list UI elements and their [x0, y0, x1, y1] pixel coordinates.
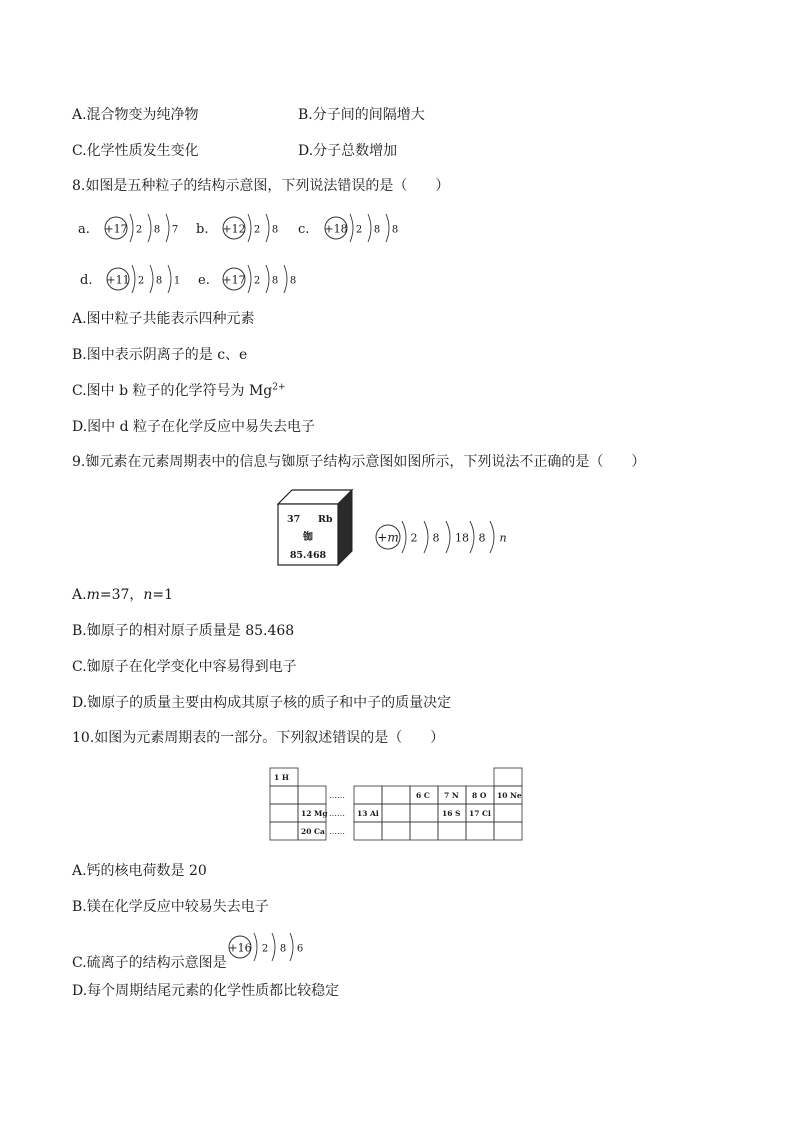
particle-a-label: a.	[78, 222, 90, 237]
rubidium-nucleus: +m	[377, 530, 399, 545]
q10-option-a: A.钙的核电荷数是 20	[72, 863, 207, 879]
cell-r4c7	[466, 822, 494, 840]
rubidium-shell-4: 8	[478, 531, 486, 545]
particle-d-shell-3: 1	[173, 275, 181, 287]
q10-stem: 10.如图为元素周期表的一部分。下列叙述错误的是（ ）	[72, 730, 445, 746]
particle-e-shell-1: 2	[253, 275, 261, 287]
sulfur-ion-nucleus: +16	[228, 941, 252, 955]
particle-a-shell-3: 7	[171, 224, 179, 236]
cell-symbol: Rb	[318, 514, 333, 525]
particle-c-shell-2: 8	[373, 224, 381, 236]
particle-b-shell-2: 8	[271, 224, 279, 236]
q9-option-c: C.铷原子在化学变化中容易得到电子	[72, 659, 297, 675]
q9-rubidium-figure	[270, 488, 520, 572]
rubidium-shell-arc-2	[424, 521, 428, 553]
q8-option-c-text: C.图中 b 粒子的化学符号为 Mg	[72, 383, 273, 399]
q8-stem: 8.如图是五种粒子的结构示意图，下列说法错误的是（ ）	[72, 178, 450, 194]
cell-r2c4	[382, 786, 410, 804]
particle-a-shell-1: 2	[135, 224, 143, 236]
rubidium-shell-1: 2	[410, 531, 418, 545]
q9-option-a-prefix: A.	[72, 587, 87, 603]
particle-c-shell-arc-3	[386, 214, 389, 242]
cell-side-face	[338, 490, 352, 565]
particle-e-shell-2: 8	[271, 275, 279, 287]
q9-option-b: B.铷原子的相对原子质量是 85.468	[72, 623, 295, 639]
cell-r2c3	[354, 786, 382, 804]
cell-he	[494, 768, 522, 786]
label-ne: 10 Ne	[497, 791, 522, 800]
particle-b-shell-arc-2	[266, 214, 269, 242]
rubidium-shell-5: n	[499, 531, 507, 545]
ellipsis-row-2: ……	[329, 791, 345, 800]
q8-option-c	[72, 382, 286, 400]
cell-atomic-mass: 85.468	[289, 550, 327, 561]
particle-a-nucleus: +17	[104, 222, 128, 236]
q10-option-d: D.每个周期结尾元素的化学性质都比较稳定	[72, 983, 340, 999]
sulfur-ion-shell-arc-2	[272, 933, 275, 961]
rubidium-periodic-cell	[278, 490, 352, 565]
cell-r2c2	[298, 786, 326, 804]
rubidium-shell-arc-3	[446, 521, 450, 553]
cell-r4c3	[354, 822, 382, 840]
particle-d-shell-arc-2	[150, 265, 153, 293]
cell-r4c8	[494, 822, 522, 840]
q8-particle-diagrams-row-2	[70, 259, 320, 299]
q9-option-a-var-m: m	[86, 587, 100, 603]
particle-d-shell-arc-3	[168, 265, 171, 293]
q9-option-a-mid: =37，	[99, 587, 144, 603]
particle-c	[298, 214, 398, 242]
label-al: 13 Al	[357, 809, 379, 818]
q7-option-a: A.混合物变为纯净物	[72, 107, 199, 123]
ellipsis-row-3: ……	[329, 809, 345, 818]
particle-b-shell-1: 2	[253, 224, 261, 236]
label-cl: 17 Cl	[469, 809, 491, 818]
particle-e-shell-arc-1	[248, 265, 251, 293]
particle-a-shell-arc-1	[130, 214, 133, 242]
particle-c-label: c.	[298, 222, 310, 237]
q8-option-b: B.图中表示阴离子的是 c、e	[72, 347, 248, 363]
q9-option-a	[72, 586, 173, 604]
particle-d-label: d.	[80, 273, 93, 288]
particle-a-shell-arc-3	[166, 214, 169, 242]
particle-a-shell-2: 8	[153, 224, 161, 236]
particle-a	[78, 214, 178, 242]
rubidium-shell-3: 18	[455, 531, 469, 545]
cell-element-name: 铷	[303, 532, 313, 543]
label-ca: 20 Ca	[301, 827, 325, 836]
particle-b	[196, 214, 278, 242]
label-c: 6 C	[416, 791, 430, 800]
particle-d-shell-1: 2	[137, 275, 145, 287]
q8-option-d: D.图中 d 粒子在化学反应中易失去电子	[72, 419, 316, 435]
cell-r4c6	[438, 822, 466, 840]
q10-option-c: C.硫离子的结构示意图是	[72, 955, 227, 971]
cell-r4c5	[410, 822, 438, 840]
sulfur-ion-shell-arc-3	[290, 933, 293, 961]
particle-c-shell-arc-2	[368, 214, 371, 242]
cell-r3c1	[270, 804, 298, 822]
label-mg: 12 Mg	[301, 809, 328, 818]
particle-e-shell-arc-3	[284, 265, 287, 293]
sulfur-ion-shell-2: 8	[279, 943, 287, 955]
particle-d	[80, 265, 180, 293]
q8-option-a: A.图中粒子共能表示四种元素	[72, 311, 255, 327]
particle-b-shell-arc-1	[248, 214, 251, 242]
particle-b-label: b.	[196, 222, 209, 237]
periodic-table-labels	[274, 773, 522, 836]
particle-d-shell-arc-1	[132, 265, 135, 293]
particle-e-nucleus: +17	[222, 273, 246, 287]
particle-c-nucleus: +18	[324, 222, 348, 236]
particle-e	[198, 265, 296, 293]
q7-option-b: B.分子间的间隔增大	[298, 107, 425, 123]
sulfur-ion-shell-1: 2	[261, 943, 269, 955]
particle-d-nucleus: +11	[106, 273, 130, 287]
sulfur-ion-shell-arc-1	[254, 933, 257, 961]
q7-option-d: D.分子总数增加	[298, 143, 398, 159]
q8-option-c-charge: 2+	[272, 382, 286, 393]
label-o: 8 O	[472, 791, 487, 800]
q8-particle-diagrams-row-1	[70, 208, 430, 248]
cell-r2c1	[270, 786, 298, 804]
sulfur-ion-shell-3: 6	[296, 943, 304, 955]
q10-option-b: B.镁在化学反应中较易失去电子	[72, 899, 269, 915]
particle-d-shell-2: 8	[155, 275, 163, 287]
rubidium-shell-arc-1	[402, 521, 406, 553]
rubidium-shell-arc-5	[490, 521, 494, 553]
particle-c-shell-arc-1	[350, 214, 353, 242]
q7-option-c: C.化学性质发生变化	[72, 143, 199, 159]
q9-option-d: D.铷原子的质量主要由构成其原子核的质子和中子的质量决定	[72, 695, 452, 711]
q9-stem: 9.铷元素在元素周期表中的信息与铷原子结构示意图如图所示，下列说法不正确的是（ ）	[72, 454, 646, 470]
cell-r4c4	[382, 822, 410, 840]
particle-b-nucleus: +12	[222, 222, 246, 236]
rubidium-shell-2: 8	[432, 531, 440, 545]
cell-r4c1	[270, 822, 298, 840]
particle-c-shell-1: 2	[355, 224, 363, 236]
cell-r3c8	[494, 804, 522, 822]
rubidium-atom-structure	[376, 521, 507, 553]
cell-atomic-number: 37	[287, 514, 301, 525]
q9-option-a-suffix: =1	[152, 587, 174, 603]
particle-e-shell-arc-2	[266, 265, 269, 293]
particle-c-shell-3: 8	[391, 224, 399, 236]
particle-e-shell-3: 8	[289, 275, 297, 287]
label-n: 7 N	[444, 791, 459, 800]
q9-option-a-var-n: n	[143, 587, 153, 603]
particle-a-shell-arc-2	[148, 214, 151, 242]
q7-options-row-1	[72, 106, 632, 124]
particle-e-label: e.	[198, 273, 210, 288]
periodic-table-ellipses	[329, 791, 345, 836]
rubidium-shell-arc-4	[470, 521, 474, 553]
cell-r3c5	[410, 804, 438, 822]
sulfur-ion-structure	[224, 930, 310, 970]
q10-periodic-table-fragment	[268, 766, 526, 844]
q7-options-row-2	[72, 142, 632, 160]
ellipsis-row-4: ……	[329, 827, 345, 836]
label-h: 1 H	[274, 773, 289, 782]
label-s: 16 S	[442, 809, 461, 818]
cell-r3c4	[382, 804, 410, 822]
